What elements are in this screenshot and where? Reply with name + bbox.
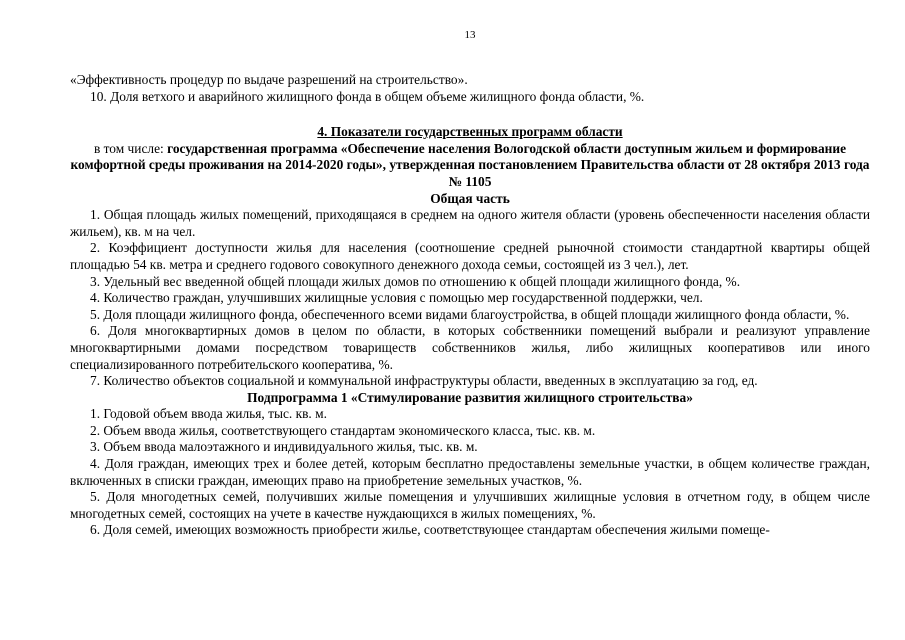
subprogram-item-3: 3. Объем ввода малоэтажного и индивидуального жилья, тыс. кв. м. [90,439,478,455]
general-item-4: 4. Количество граждан, улучшивших жилищные условия с помощью мер государственной поддержки, чел. [90,290,703,306]
general-item-6: 6. Доля многоквартирных домов в целом по области, в которых собственники помещений выбрали и реализуют управление многоквартирными домами посредством товариществ собственников жилья, либо жилищных кооперативов или иного специализированного потребительского кооператива, %. [70,323,870,372]
subprogram-item-5: 5. Доля многодетных семей, получивших жилые помещения и улучшивших жилищные условия в отчетном году, в общем числе многодетных семей, состоящих на учете в качестве нуждающихся в жилых помещениях, %. [70,489,870,521]
general-item-7: 7. Количество объектов социальной и коммунальной инфраструктуры области, введенных в эксплуатацию за год, ед. [90,373,758,389]
subprogram-item-4: 4. Доля граждан, имеющих трех и более детей, которым бесплатно предоставлены земельные участки, в общем количестве граждан, включенных в списки граждан, имеющих право на приобретение земельных участков, %. [70,456,870,488]
general-item-2: 2. Коэффициент доступности жилья для населения (соотношение средней рыночной стоимости стандартной квартиры общей площадью 54 кв. метра и среднего годового совокупного денежного дохода семьи, состоящей из 3 чел.), лет. [70,240,870,272]
subprogram-heading: Подпрограмма 1 «Стимулирование развития жилищного строительства» [247,389,693,405]
page-number: 13 [464,29,476,41]
subprogram-item-1: 1. Годовой объем ввода жилья, тыс. кв. м. [90,406,327,422]
subprogram-item-6: 6. Доля семей, имеющих возможность приобрести жилье, соответствующее стандартам обеспечения жилыми помеще- [90,522,770,538]
intro-line-1: «Эффективность процедур по выдаче разрешений на строительство». [70,72,468,87]
program-title: государственная программа «Обеспечение населения Вологодской области доступным жильем и формирование комфортной среды проживания на 2014-2020 годы», утвержденная постановлением Правительства области от 28 октября 2013 года № 1105 [70,140,870,189]
general-item-3: 3. Удельный вес введенной общей площади жилых домов по отношению к общей площади жилищного фонда, %. [90,273,741,289]
general-item-5: 5. Доля площади жилищного фонда, обеспеченного всеми видами благоустройства, в общей площади жилищного фонда области, %. [90,306,850,322]
program-heading [70,141,870,191]
general-part-heading: Общая часть [430,190,510,206]
general-item-1: 1. Общая площадь жилых помещений, приходящаяся в среднем на одного жителя области (уровень обеспеченности населения области жильем), кв. м на чел. [70,207,870,239]
section-title: 4. Показатели государственных программ области [317,124,623,140]
intro-line-2: 10. Доля ветхого и аварийного жилищного фонда в общем объеме жилищного фонда области, %. [90,88,645,104]
program-prefix: в том числе: [93,140,168,156]
document-page [70,28,870,539]
subprogram-item-2: 2. Объем ввода жилья, соответствующего стандартам экономического класса, тыс. кв. м. [90,422,596,438]
